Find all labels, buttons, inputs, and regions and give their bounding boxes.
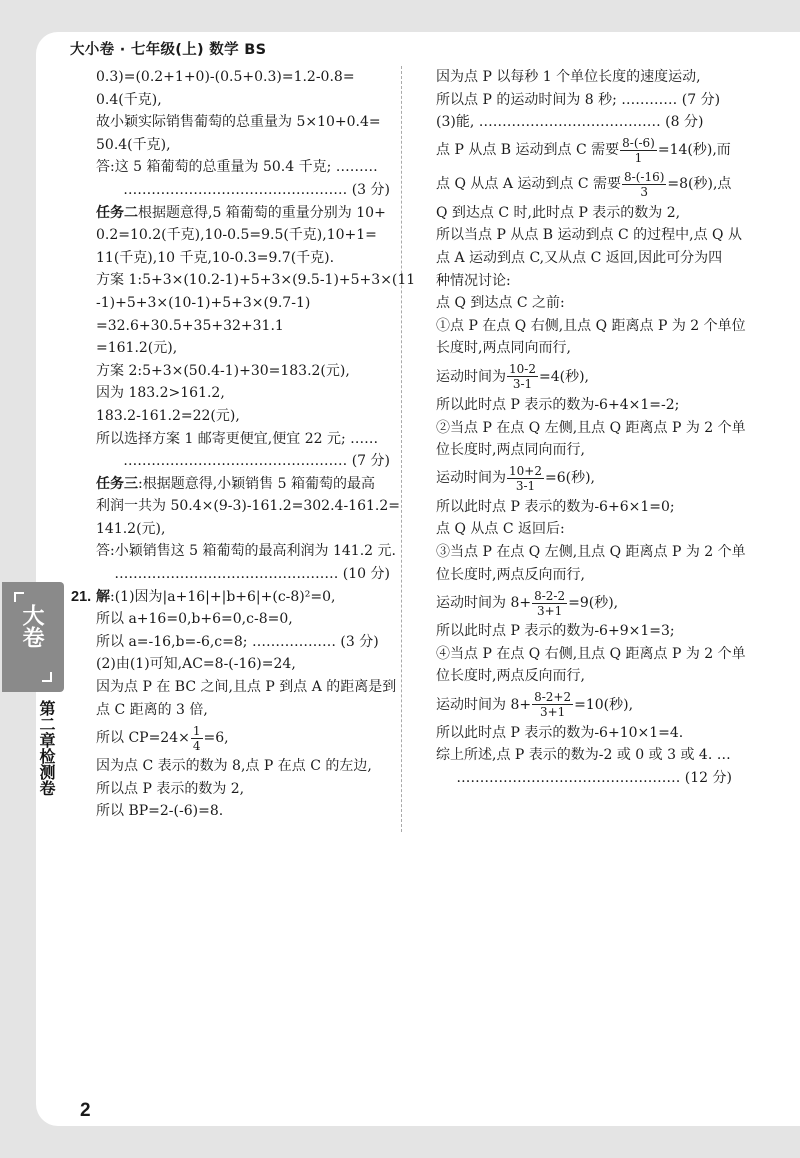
fraction — [532, 589, 567, 618]
answer-text: =4(秒), — [538, 368, 589, 385]
answer-line: -1)+5+3×(10-1)+5+3×(9.7-1) — [96, 294, 311, 311]
side-tab — [2, 582, 64, 692]
answer-line: =32.6+30.5+35+32+31.1 — [96, 317, 284, 334]
fraction-line — [436, 688, 732, 722]
answer-text: 点 Q 从点 A 运动到点 C 需要 — [436, 176, 622, 193]
answer-text: 所以 CP=24× — [96, 729, 190, 746]
fraction-line — [96, 721, 390, 755]
numerator: 8-(-6) — [622, 136, 655, 151]
answer-text: 运动时间为 — [436, 368, 506, 385]
denominator: 3-1 — [512, 377, 533, 392]
answer-line: 点 Q 到达点 C 之前: — [436, 295, 565, 312]
answer-line: 所以点 P 的运动时间为 8 秒; ………… (7 分) — [436, 91, 721, 108]
fraction — [622, 170, 666, 199]
denominator: 1 — [634, 151, 643, 166]
answer-text: 运动时间为 8+ — [436, 696, 532, 713]
answer-line — [96, 473, 390, 496]
answer-text: 运动时间为 8+ — [436, 594, 532, 611]
answer-line: 位长度时,两点同向而行, — [436, 442, 585, 459]
fraction — [507, 464, 544, 493]
solution-label: 解 — [96, 588, 110, 605]
answer-text: :根据题意得,小颖销售 5 箱葡萄的最高 — [138, 475, 375, 492]
fraction — [620, 136, 657, 165]
answer-line: 方案 1:5+3×(10.2-1)+5+3×(9.5-1)+5+3×(11 — [96, 272, 416, 289]
denominator: 4 — [192, 738, 201, 753]
answer-text: =10(秒), — [574, 696, 634, 713]
answer-line: 方案 2:5+3×(50.4-1)+30=183.2(元), — [96, 362, 350, 379]
score-line: ………………………………………… (10 分) — [114, 566, 390, 583]
answer-line: =161.2(元), — [96, 340, 178, 357]
answer-text: =14(秒),而 — [657, 142, 731, 159]
right-column — [436, 66, 746, 790]
answer-line: 所以 a=-16,b=-6,c=8; ……………… (3 分) — [96, 633, 379, 650]
answer-line: ②当点 P 在点 Q 左侧,且点 Q 距离点 P 为 2 个单 — [436, 419, 746, 436]
answer-line — [96, 202, 390, 225]
numerator: 10-2 — [509, 362, 536, 377]
denominator: 3+1 — [536, 603, 563, 618]
fraction — [507, 362, 538, 391]
answer-line: 50.4(千克), — [96, 136, 171, 153]
answer-line: 因为点 C 表示的数为 8,点 P 在点 C 的左边, — [96, 758, 372, 775]
fraction-line — [436, 360, 732, 394]
answer-line: 故小颖实际销售葡萄的总重量为 5×10+0.4= — [96, 114, 381, 131]
answer-line: 所以 BP=2-(-6)=8. — [96, 803, 224, 820]
question-21-line — [71, 586, 390, 609]
corner-bracket-icon — [42, 672, 52, 682]
answer-line: 所以此时点 P 表示的数为-6+4×1=-2; — [436, 396, 680, 413]
answer-text: =8(秒),点 — [667, 176, 732, 193]
page-header: 大小卷 · 七年级(上) 数学 BS — [70, 42, 267, 58]
answer-text: 根据题意得,5 箱葡萄的重量分别为 10+ — [138, 204, 386, 221]
answer-text: 运动时间为 — [436, 470, 506, 487]
answer-line: ①点 P 在点 Q 右侧,且点 Q 距离点 P 为 2 个单位 — [436, 317, 746, 334]
answer-line: 11(千克),10 千克,10-0.3=9.7(千克). — [96, 249, 335, 266]
answer-line: 183.2-161.2=22(元), — [96, 407, 240, 424]
denominator: 3 — [640, 185, 649, 200]
answer-line: 综上所述,点 P 表示的数为-2 或 0 或 3 或 4. … — [436, 747, 731, 764]
denominator: 3+1 — [539, 705, 566, 720]
answer-line: ③当点 P 在点 Q 左侧,且点 Q 距离点 P 为 2 个单 — [436, 543, 746, 560]
answer-line: 所以 a+16=0,b+6=0,c-8=0, — [96, 611, 293, 628]
answer-line: 点 C 距离的 3 倍, — [96, 701, 208, 718]
answer-text: =6, — [203, 729, 229, 746]
score-line: ………………………………………… (7 分) — [123, 453, 390, 470]
fraction-line — [436, 462, 732, 496]
numerator: 8-2-2 — [534, 588, 566, 603]
column-divider — [401, 66, 402, 832]
answer-line: 所以此时点 P 表示的数为-6+10×1=4. — [436, 724, 684, 741]
task-label: 任务三 — [96, 475, 138, 492]
answer-line: 答:小颖销售这 5 箱葡萄的最高利润为 141.2 元. — [96, 543, 396, 560]
answer-line: 长度时,两点同向而行, — [436, 340, 571, 357]
side-tab-label: 大卷 — [19, 604, 44, 648]
answer-line: 点 A 运动到点 C,又从点 C 返回,因此可分为四 — [436, 249, 723, 266]
score-line: ………………………………………… (12 分) — [456, 770, 732, 787]
task-label: 任务二 — [96, 204, 138, 221]
answer-line: 利润一共为 50.4×(9-3)-161.2=302.4-161.2= — [96, 498, 400, 515]
answer-text: =9(秒), — [568, 594, 619, 611]
answer-line: (2)由(1)可知,AC=8-(-16)=24, — [96, 656, 296, 673]
answer-line: 所以此时点 P 表示的数为-6+6×1=0; — [436, 498, 675, 515]
answer-line: 所以当点 P 从点 B 运动到点 C 的过程中,点 Q 从 — [436, 227, 742, 244]
answer-text: =6(秒), — [544, 470, 595, 487]
fraction — [532, 690, 573, 719]
fraction-line — [436, 586, 732, 620]
answer-line: 因为点 P 以每秒 1 个单位长度的速度运动, — [436, 69, 701, 85]
score-line: ………………………………………… (3 分) — [123, 181, 390, 198]
numerator: 10+2 — [509, 464, 542, 479]
answer-line: Q 到达点 C 时,此时点 P 表示的数为 2, — [436, 204, 681, 221]
numerator: 1 — [192, 723, 201, 738]
fraction-line — [436, 168, 732, 202]
answer-line: 位长度时,两点反向而行, — [436, 668, 585, 685]
answer-line: (3)能, ………………………………… (8 分) — [436, 114, 704, 131]
answer-line: 141.2(元), — [96, 520, 166, 537]
left-column — [71, 66, 416, 823]
denominator: 3-1 — [515, 479, 536, 494]
question-number: 21. — [71, 588, 92, 605]
page-number: 2 — [80, 1100, 91, 1121]
answer-line: 0.4(千克), — [96, 91, 162, 108]
answer-line: 所以此时点 P 表示的数为-6+9×1=3; — [436, 623, 675, 640]
answer-line: 种情况讨论: — [436, 272, 511, 289]
answer-line: 因为点 P 在 BC 之间,且点 P 到点 A 的距离是到 — [96, 679, 397, 696]
answer-line: 点 Q 从点 C 返回后: — [436, 521, 565, 538]
answer-text: 点 P 从点 B 运动到点 C 需要 — [436, 142, 620, 159]
chapter-label: 第二章检测卷 — [37, 700, 56, 796]
fraction-line — [436, 134, 732, 168]
fraction — [191, 724, 203, 753]
answer-line: 位长度时,两点反向而行, — [436, 566, 585, 583]
numerator: 8-2+2 — [534, 690, 572, 705]
answer-line: 0.3)=(0.2+1+0)-(0.5+0.3)=1.2-0.8= — [96, 69, 355, 85]
answer-line: 因为 183.2>161.2, — [96, 385, 225, 402]
corner-bracket-icon — [14, 592, 24, 602]
answer-line: ④当点 P 在点 Q 右侧,且点 Q 距离点 P 为 2 个单 — [436, 645, 746, 662]
answer-line: 所以点 P 表示的数为 2, — [96, 780, 245, 797]
numerator: 8-(-16) — [624, 170, 665, 185]
answer-line: 所以选择方案 1 邮寄更便宜,便宜 22 元; …… — [96, 430, 379, 447]
answer-line: 0.2=10.2(千克),10-0.5=9.5(千克),10+1= — [96, 227, 377, 244]
answer-line: 答:这 5 箱葡萄的总重量为 50.4 千克; ……… — [96, 159, 378, 176]
answer-text: :(1)因为|a+16|+|b+6|+(c-8)²=0, — [110, 588, 336, 605]
